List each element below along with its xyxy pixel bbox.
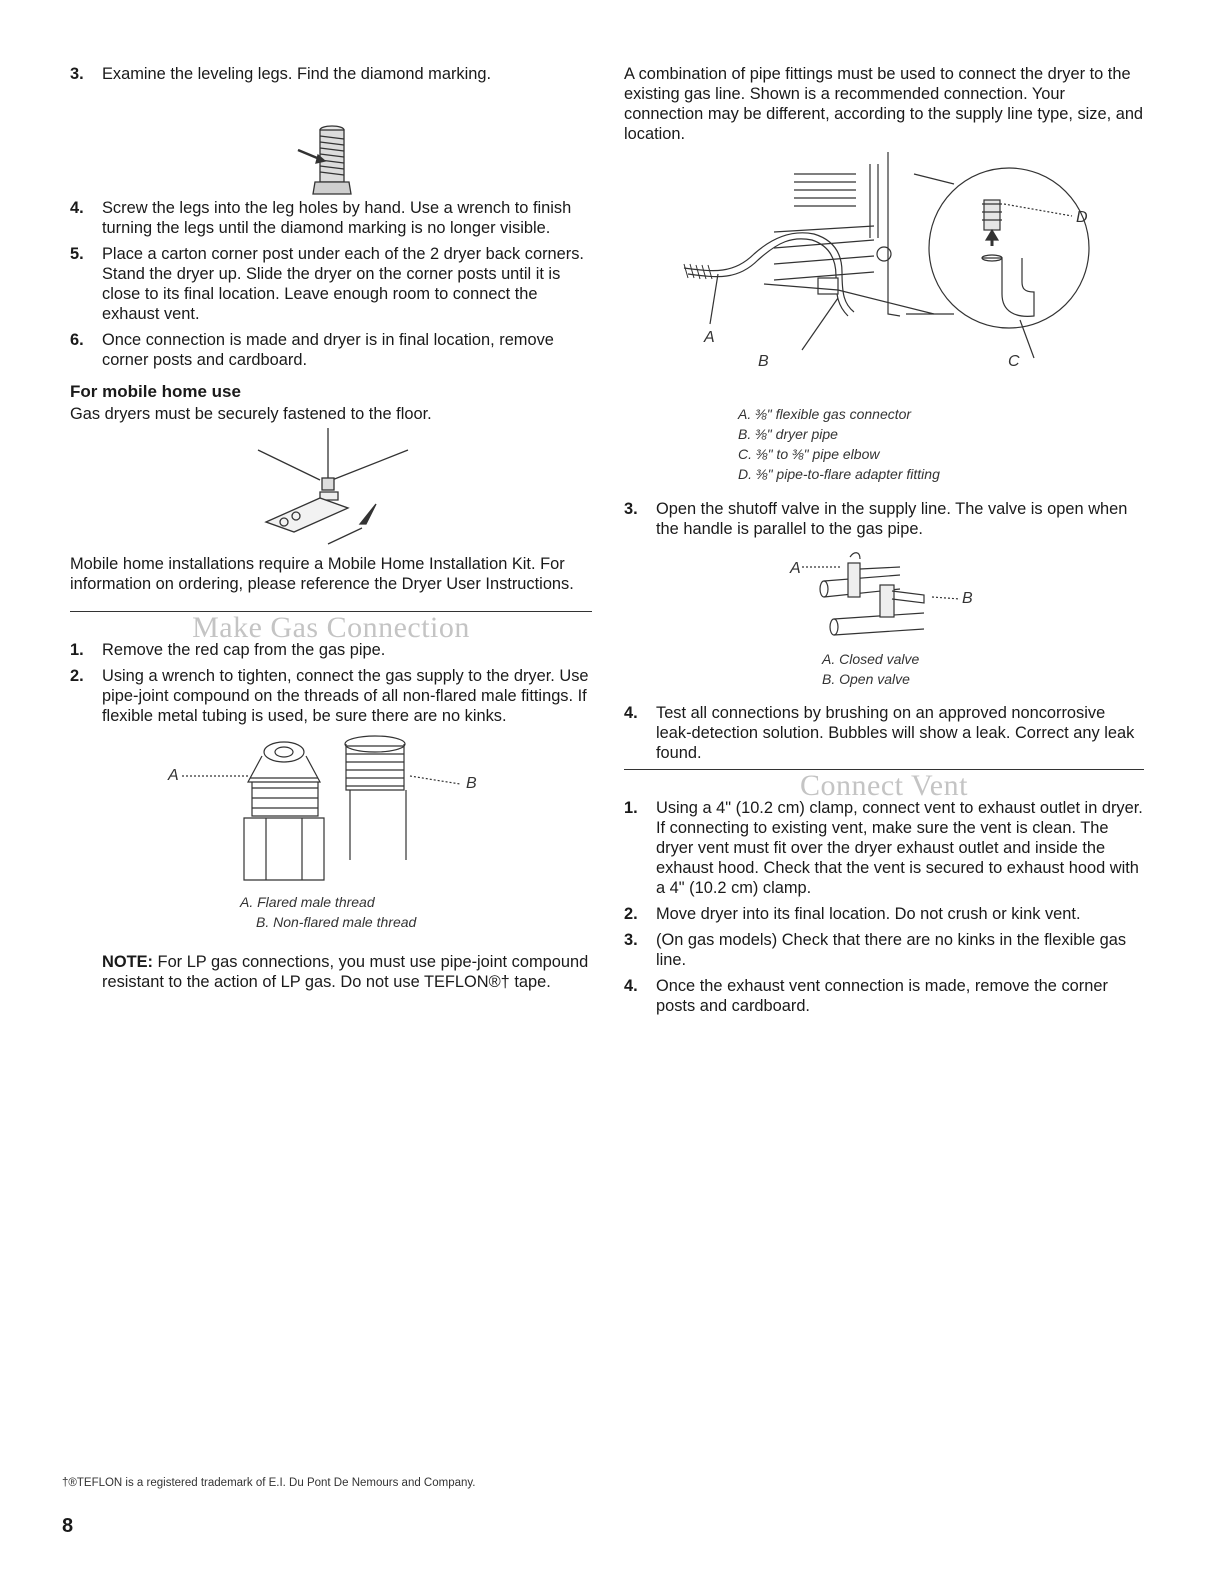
thread-caption-a: A. Flared male thread (240, 894, 375, 910)
note-text: For LP gas connections, you must use pipe-joint compound resistant to the action of LP gas. Do not use TEFLON®† tape. (102, 953, 589, 991)
connection-captions (624, 404, 1144, 484)
thread-caption-b: B. Non-flared male thread (256, 914, 417, 930)
step-text: Open the shutoff valve in the supply line. The valve is open when the handle is parallel to the gas pipe. (656, 500, 1128, 538)
step-3-leveling (70, 64, 592, 84)
step-number: 3. (624, 500, 638, 518)
valve-caption-a: A. Closed valve (822, 651, 920, 667)
conn-caption-d: D. ⅜" pipe-to-flare adapter fitting (738, 466, 940, 482)
step-number: 4. (624, 977, 638, 995)
conn-caption-c: C. ⅜" to ⅜" pipe elbow (738, 446, 880, 462)
flared-thread-illustration (70, 732, 592, 892)
vent-step-1 (624, 798, 1144, 898)
step-number: 4. (624, 704, 638, 722)
valve-label-a: A (790, 560, 801, 577)
step-text: Remove the red cap from the gas pipe. (102, 641, 386, 659)
step-5-corner-post (70, 244, 592, 324)
valve-caption-b: B. Open valve (822, 671, 910, 687)
step-text: Using a 4" (10.2 cm) clamp, connect vent to exhaust outlet in dryer. If connecting to existing vent, make sure the vent is clean. The dryer vent must fit over the dryer exhaust outlet and inside the exhaust hood. Check that the vent is secured to exhaust hood with a 4" (10.2 cm) clamp. (656, 799, 1143, 897)
vent-step-4 (624, 976, 1144, 1016)
conn-caption-a: A. ⅜" flexible gas connector (738, 406, 912, 422)
pipe-fittings-intro: A combination of pipe fittings must be used to connect the dryer to the existing gas line. Shown is a recommended connection. Your connection may be different, according to the supply line type, size, and location. (624, 65, 1144, 143)
note-label: NOTE: (102, 953, 153, 971)
mobile-home-heading: For mobile home use (70, 382, 241, 401)
gas-connection-illustration (624, 144, 1144, 404)
conn-label-d: D (1076, 209, 1088, 226)
step-text: Screw the legs into the leg holes by hand. Use a wrench to finish turning the legs until the diamond marking is no longer visible. (102, 199, 572, 237)
vent-step-3 (624, 930, 1144, 970)
page-number: 8 (62, 1515, 74, 1537)
step-4-leak-test (624, 703, 1144, 763)
left-column (70, 64, 592, 992)
step-number: 5. (70, 245, 84, 263)
right-column (624, 64, 1144, 1022)
step-3-shutoff-valve (624, 499, 1144, 539)
step-text: Test all connections by brushing on an approved noncorrosive leak-detection solution. Bubbles will show a leak. Correct any leak found. (656, 704, 1135, 762)
lp-gas-note (102, 952, 592, 992)
gas-step-2 (70, 666, 592, 726)
connect-vent-title: Connect Vent (800, 769, 968, 802)
step-text: (On gas models) Check that there are no kinks in the flexible gas line. (656, 931, 1127, 969)
step-4-screw-legs (70, 198, 592, 238)
conn-label-a: A (704, 329, 715, 346)
step-number: 3. (624, 931, 638, 949)
gas-step-1 (70, 640, 592, 660)
step-number: 2. (624, 905, 638, 923)
step-number: 1. (624, 799, 638, 817)
conn-caption-b: B. ⅜" dryer pipe (738, 426, 838, 442)
vent-step-2 (624, 904, 1144, 924)
step-number: 2. (70, 667, 84, 685)
mobile-home-bracket-illustration (70, 424, 592, 554)
step-number: 4. (70, 199, 84, 217)
valve-label-b: B (962, 590, 973, 607)
step-text: Examine the leveling legs. Find the diamond marking. (102, 65, 492, 83)
step-number: 1. (70, 641, 84, 659)
thread-label-b: B (466, 775, 477, 792)
step-text: Once the exhaust vent connection is made, remove the corner posts and cardboard. (656, 977, 1108, 1015)
step-text: Move dryer into its final location. Do not crush or kink vent. (656, 905, 1081, 923)
mobile-home-kit-text: Mobile home installations require a Mobile Home Installation Kit. For information on ordering, please reference the Dryer User Instructions. (70, 555, 574, 593)
conn-label-c: C (1008, 353, 1020, 370)
mobile-home-text: Gas dryers must be securely fastened to the floor. (70, 405, 432, 423)
shutoff-valve-illustration (624, 545, 1144, 649)
teflon-footnote: †®TEFLON is a registered trademark of E.I. Du Pont De Nemours and Company. (62, 1477, 476, 1489)
step-number: 3. (70, 65, 84, 83)
leveling-leg-illustration (70, 90, 592, 198)
make-gas-connection-title: Make Gas Connection (192, 611, 470, 644)
step-number: 6. (70, 331, 84, 349)
thread-label-a: A (168, 767, 179, 784)
step-text: Once connection is made and dryer is in final location, remove corner posts and cardboard. (102, 331, 554, 369)
step-text: Using a wrench to tighten, connect the gas supply to the dryer. Use pipe-joint compound on the threads of all non-flared male fittings. If flexible metal tubing is used, be sure there are no kinks. (102, 667, 589, 725)
step-text: Place a carton corner post under each of the 2 dryer back corners. Stand the dryer up. Slide the dryer on the corner posts until it is close to its final location. Leave enough room to connect the exhaust vent. (102, 245, 584, 323)
step-6-remove-posts (70, 330, 592, 370)
conn-label-b: B (758, 353, 769, 370)
